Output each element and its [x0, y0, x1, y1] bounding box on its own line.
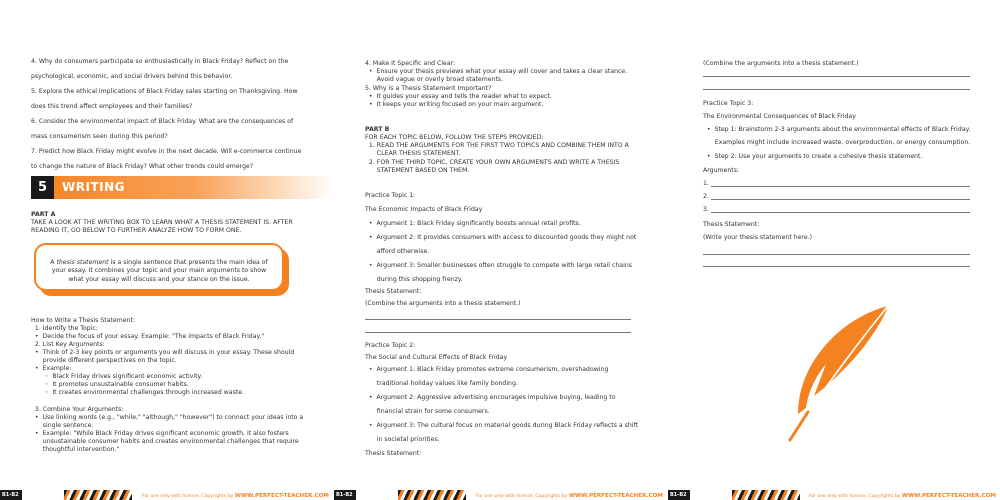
topic-line: Thesis Statement: [365, 450, 422, 457]
howto-line: 1. Identify the Topic: [31, 325, 98, 332]
topic-line: • Argument 3: Smaller businesses often struggle to compete with large retail chains [365, 262, 632, 269]
howto-line: single sentence. [31, 422, 94, 429]
topic-line: • Argument 2: It provides consumers with access to discounted goods they might not [365, 234, 637, 241]
topic-line: Arguments: [703, 167, 740, 174]
argument-line[interactable] [711, 199, 970, 200]
tip-line: • It guides your essay and tells the reader what to expect. [365, 93, 552, 100]
question-line: to change the nature of Black Friday? What other trends could emerge? [31, 163, 254, 170]
question-line: 7. Predict how Black Friday might evolve in the next decade. Will e-commerce continue [31, 148, 302, 155]
howto-line: • Example: [31, 365, 72, 372]
question-line: does this trend affect employees and their families? [31, 103, 193, 110]
howto-line: • Example: "While Black Friday drives significant economic growth, it also fosters [31, 430, 289, 437]
howto-line: thoughtful intervention." [31, 446, 120, 453]
topic-line: financial strain for some consumers. [365, 408, 490, 415]
part-b-line: CLEAR THESIS STATEMENT. [365, 150, 461, 157]
part-a-title: PART A [31, 211, 56, 218]
topic-line: Practice Topic 3: [703, 100, 754, 107]
howto-line: • Use linking words (e.g., "while," "although," "however") to connect your ideas into a [31, 414, 304, 421]
page-1 [0, 0, 333, 500]
topic-line: The Environmental Consequences of Black Friday [703, 113, 856, 120]
howto-line: provide different perspectives on the topic. [31, 357, 177, 364]
topic-line: afford otherwise. [365, 248, 430, 255]
tip-line: • Ensure your thesis previews what your essay will cover and takes a clear stance. [365, 68, 628, 75]
topic-line: traditional holiday values like family bonding. [365, 380, 518, 387]
argument-line[interactable] [711, 212, 970, 213]
howto-line: ◦ It promotes unsustainable consumer habits. [31, 381, 189, 388]
level-badge: B1-B2 [668, 490, 690, 500]
part-a-instruction: READING IT, GO BELOW TO FURTHER ANALYZE HOW TO FORM ONE. [31, 227, 242, 234]
definition-part: is a single sentence that presents the main idea of your essay. It combines your topic and your main arguments to show what your essay will discuss and your stance on the issue. [51, 259, 268, 283]
howto-line: unsustainable consumer habits and creates environmental challenges that require [31, 438, 299, 445]
section-title: WRITING [62, 180, 125, 194]
page-3 [668, 0, 1000, 500]
topic-line: Practice Topic 2: [365, 342, 416, 349]
answer-line[interactable] [703, 76, 970, 77]
tip-line: Avoid vague or overly broad statements. [365, 76, 504, 83]
license-text: For use only with license. Copyrights by [475, 494, 569, 499]
answer-line[interactable] [365, 332, 631, 333]
topic-line: Practice Topic 1: [365, 192, 416, 199]
thesis-definition-box [34, 243, 284, 291]
thesis-label: Thesis Statement: [703, 221, 760, 228]
tip-line: 5. Why is a Thesis Statement Important? [365, 85, 492, 92]
page-footer [0, 488, 333, 500]
feather-quill-icon [768, 300, 908, 450]
topic-line: The Social and Cultural Effects of Black Friday [365, 354, 508, 361]
part-b-line: FOR EACH TOPIC BELOW, FOLLOW THE STEPS PROVIDED: [365, 134, 544, 141]
tip-line: • It keeps your writing focused on your main argument. [365, 101, 544, 108]
topic-line: The Economic Impacts of Black Friday [365, 206, 483, 213]
definition-term: thesis statement [56, 259, 109, 266]
argument-line[interactable] [711, 186, 970, 187]
answer-line[interactable] [703, 266, 970, 267]
part-b-line: STATEMENT BASED ON THEM. [365, 167, 470, 174]
part-b-line: 1. READ THE ARGUMENTS FOR THE FIRST TWO TOPICS AND COMBINE THEM INTO A [365, 142, 629, 149]
topic-line: (Combine the arguments into a thesis statement.) [365, 300, 521, 307]
topic-line: • Argument 3: The cultural focus on material goods during Black Friday reflects a shift [365, 422, 639, 429]
howto-line: ◦ It creates environmental challenges through increased waste. [31, 389, 245, 396]
section-number: 5 [31, 176, 54, 199]
argument-number: 1. [703, 180, 709, 187]
topic-line: in societal priorities. [365, 436, 440, 443]
howto-line: How to Write a Thesis Statement: [31, 317, 135, 324]
topic-line: Examples might include increased waste, overproduction, or energy consumption. [703, 139, 971, 146]
level-badge: B1-B2 [334, 490, 356, 500]
license-note [809, 493, 996, 499]
footer-stripes [732, 490, 800, 500]
page-footer [334, 488, 667, 500]
question-line: psychological, economic, and social drivers behind this behavior. [31, 73, 233, 80]
topic-line: Thesis Statement: [365, 288, 422, 295]
answer-line[interactable] [703, 254, 970, 255]
howto-line: ◦ Black Friday drives significant economic activity. [31, 373, 203, 380]
part-b-title: PART B [365, 126, 390, 133]
license-note [476, 493, 663, 499]
combine-note: (Combine the arguments into a thesis statement.) [703, 60, 859, 67]
topic-line: • Step 1: Brainstorm 2-3 arguments about the environmental effects of Black Friday. [703, 126, 971, 133]
page-2 [334, 0, 667, 500]
topic-line: • Argument 1: Black Friday significantly boosts annual retail profits. [365, 220, 581, 227]
site-link[interactable]: WWW.PERFECT-TEACHER.COM [234, 493, 329, 499]
level-badge: B1-B2 [0, 490, 22, 500]
question-line: mass consumerism seen during this period? [31, 133, 168, 140]
part-b-line: 2. FOR THE THIRD TOPIC, CREATE YOUR OWN ARGUMENTS AND WRITE A THESIS [365, 159, 620, 166]
write-here-note: (Write your thesis statement here.) [703, 234, 813, 241]
answer-line[interactable] [365, 319, 631, 320]
howto-line: • Decide the focus of your essay. Example: "The impacts of Black Friday." [31, 333, 265, 340]
tip-line: 4. Make It Specific and Clear: [365, 60, 456, 67]
argument-number: 2. [703, 193, 709, 200]
section-heading [31, 176, 333, 199]
argument-number: 3. [703, 206, 709, 213]
footer-stripes [398, 490, 466, 500]
answer-line[interactable] [703, 89, 970, 90]
license-text: For use only with license. Copyrights by [141, 494, 235, 499]
howto-line: 2. List Key Arguments: [31, 341, 105, 348]
question-line: 6. Consider the environmental impact of Black Friday. What are the consequences of [31, 118, 294, 125]
howto-line: • Think of 2-3 key points or arguments you will discuss in your essay. These should [31, 349, 295, 356]
topic-line: • Step 2: Use your arguments to create a cohesive thesis statement. [703, 153, 923, 160]
license-text: For use only with license. Copyrights by [808, 494, 902, 499]
question-line: 4. Why do consumers participate so enthusiastically in Black Friday? Reflect on the [31, 58, 289, 65]
site-link[interactable]: WWW.PERFECT-TEACHER.COM [901, 493, 996, 499]
definition-part: A [50, 259, 57, 266]
topic-line: • Argument 1: Black Friday promotes extreme consumerism, overshadowing [365, 366, 609, 373]
site-link[interactable]: WWW.PERFECT-TEACHER.COM [568, 493, 663, 499]
footer-stripes [64, 490, 132, 500]
question-line: 5. Explore the ethical implications of Black Friday sales starting on Thanksgiving. How [31, 88, 298, 95]
topic-line: • Argument 2: Aggressive advertising encourages impulsive buying, leading to [365, 394, 616, 401]
license-note [142, 493, 329, 499]
part-a-instruction: TAKE A LOOK AT THE WRITING BOX TO LEARN WHAT A THESIS STATEMENT IS. AFTER [31, 219, 293, 226]
page-footer [668, 488, 1000, 500]
topic-line: during this shopping frenzy. [365, 276, 463, 283]
howto-line: 3. Combine Your Arguments: [31, 406, 124, 413]
thesis-definition-text [48, 259, 270, 284]
